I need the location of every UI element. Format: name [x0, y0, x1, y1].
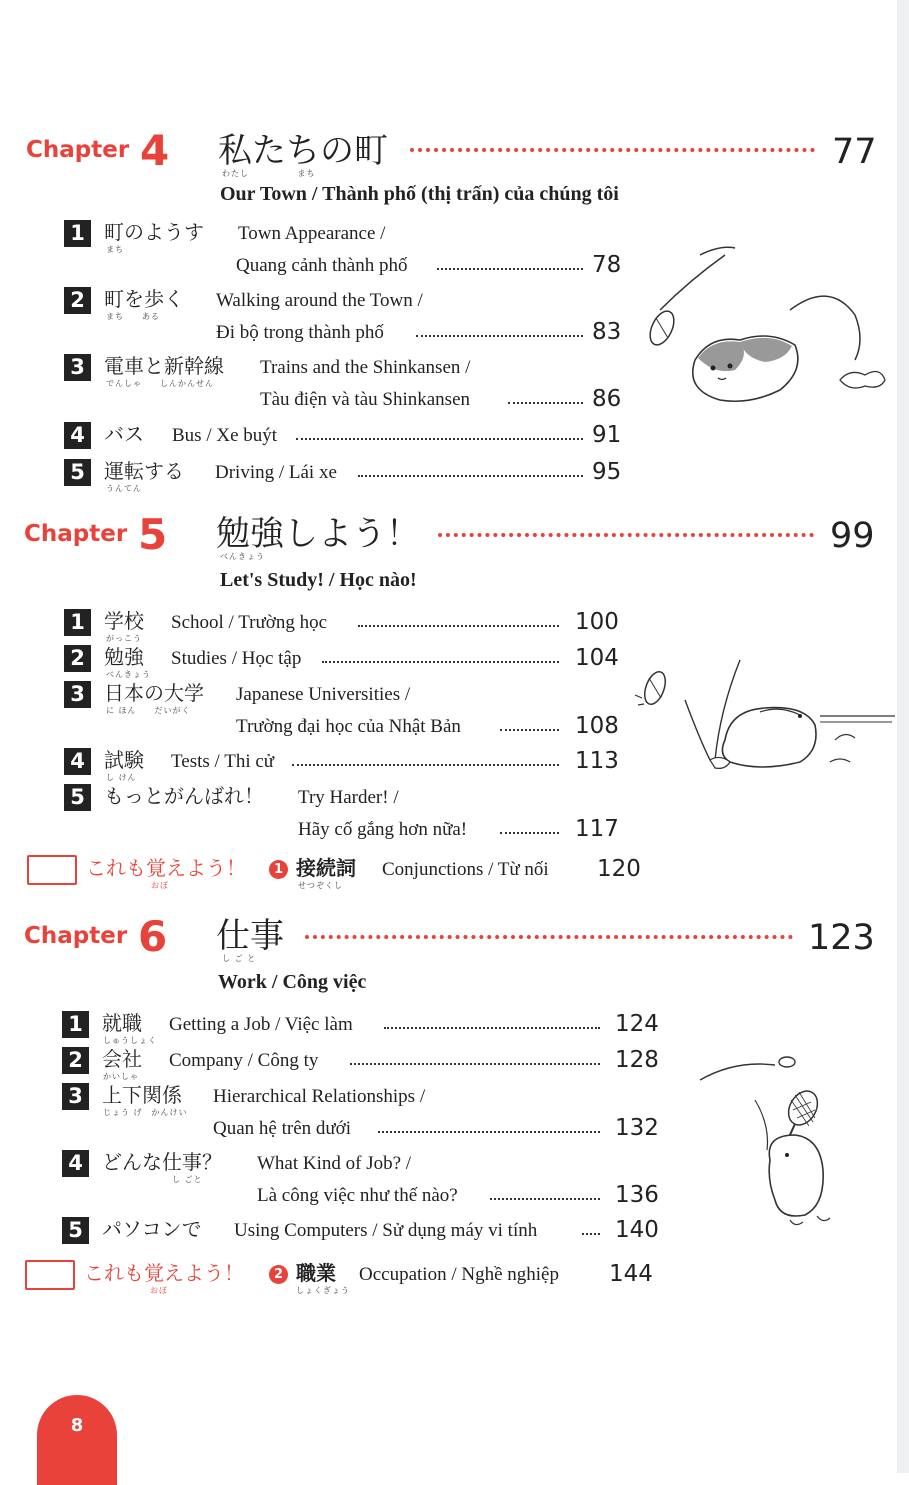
section-jp-title: パソコンで [102, 1217, 202, 1241]
extra-label-ruby: おぼ [150, 1286, 168, 1295]
extra-page: 144 [609, 1261, 653, 1287]
extra-text: Occupation / Nghề nghiệp [359, 1264, 559, 1285]
section-number: 4 [64, 748, 91, 775]
leader-dots [378, 1131, 600, 1133]
section-text: School / Trường học [171, 612, 328, 633]
section-jp-title: バス [104, 422, 144, 446]
section-text-2: Hãy cố gắng hơn nữa! [298, 819, 468, 840]
section-page: 100 [575, 609, 619, 635]
section-jp-title: 上下関係 [102, 1083, 182, 1107]
extra-text: Conjunctions / Từ nối [382, 859, 549, 880]
section-text: Bus / Xe buýt [172, 425, 278, 446]
section-number: 2 [64, 287, 91, 314]
section-jp-title: 試験 [104, 748, 144, 772]
section-jp-title: 就職 [102, 1011, 142, 1035]
section-number: 3 [64, 354, 91, 381]
chapter-title-ruby: べんきょう [220, 552, 265, 561]
section-text-2: Quan hệ trên dưới [213, 1118, 352, 1139]
section-page: 117 [575, 816, 619, 842]
section-text-2: Trường đại học của Nhật Bản [236, 716, 461, 737]
section-page: 78 [592, 252, 622, 278]
section-ruby: うんてん [106, 484, 142, 493]
section-page: 140 [615, 1217, 659, 1243]
chapter-page: 77 [832, 132, 877, 172]
leader-dots [358, 625, 559, 627]
section-ruby: に ほん だいがく [106, 706, 191, 715]
section-number: 5 [64, 459, 91, 486]
hamster-diving-illustration [630, 650, 900, 780]
extra-label: これも覚えよう！ [86, 856, 246, 880]
section-number: 5 [62, 1217, 89, 1244]
chapter-label: Chapter [24, 923, 128, 949]
hamster-badminton-illustration [695, 1040, 875, 1230]
extra-topic: 接続詞 [296, 856, 356, 880]
section-text: Tests / Thi cử [171, 751, 275, 772]
chapter-title-ruby: わたし まち [222, 169, 316, 178]
chapter-subtitle: Our Town / Thành phố (thị trấn) của chúng tôi [220, 183, 619, 205]
section-number: 4 [62, 1150, 89, 1177]
section-jp-title: 運転する [104, 459, 184, 483]
section-text: Town Appearance / [238, 223, 386, 244]
section-jp-title: もっとがんばれ！ [104, 784, 264, 808]
section-page: 83 [592, 319, 622, 345]
section-text-2: Tàu điện và tàu Shinkansen [260, 389, 471, 410]
extra-number: 2 [269, 1265, 288, 1284]
page-number-tab [37, 1395, 117, 1485]
leader-dots [350, 1063, 600, 1065]
leader-dots [582, 1233, 600, 1235]
section-jp-title: 学校 [104, 609, 144, 633]
chapter-subtitle: Let's Study! / Học nào! [220, 569, 417, 591]
section-ruby: し ごと [172, 1175, 203, 1184]
section-number: 1 [62, 1011, 89, 1038]
section-page: 132 [615, 1115, 659, 1141]
leader-dots [410, 148, 815, 152]
leader-dots [438, 533, 814, 537]
leader-dots [322, 661, 559, 663]
chapter-label: Chapter [24, 521, 128, 547]
leader-dots [384, 1027, 600, 1029]
section-text: Walking around the Town / [216, 290, 423, 311]
extra-label-ruby: おぼ [151, 881, 169, 890]
chapter-page: 123 [808, 918, 875, 958]
section-text: Try Harder! / [298, 787, 399, 808]
section-page: 91 [592, 422, 622, 448]
section-page: 104 [575, 645, 619, 671]
chapter-title-ruby: し ご と [222, 954, 257, 963]
leader-dots [508, 402, 583, 404]
section-text: Studies / Học tập [171, 648, 302, 669]
section-number: 1 [64, 609, 91, 636]
section-text: Using Computers / Sử dụng máy vi tính [234, 1220, 538, 1241]
chapter-title: 仕事 [216, 916, 284, 956]
section-ruby: まち ある [106, 312, 160, 321]
leader-dots [437, 268, 583, 270]
section-text: What Kind of Job? / [257, 1153, 412, 1174]
notebook-icon [25, 1260, 75, 1290]
extra-page: 120 [597, 856, 641, 882]
section-text-2: Đi bộ trong thành phố [216, 322, 384, 343]
chapter-number: 6 [138, 912, 168, 961]
hamster-kicking-illustration [640, 240, 900, 420]
section-jp-title: 電車と新幹線 [104, 354, 224, 378]
section-page: 95 [592, 459, 622, 485]
section-page: 108 [575, 713, 619, 739]
section-ruby: し けん [106, 773, 137, 782]
leader-dots [416, 335, 583, 337]
section-number: 2 [64, 645, 91, 672]
section-jp-title: 日本の大学 [104, 681, 204, 705]
chapter-subtitle: Work / Công việc [218, 971, 367, 993]
section-jp-title: 町を歩く [104, 287, 184, 311]
section-text: Driving / Lái xe [215, 462, 337, 483]
section-page: 136 [615, 1182, 659, 1208]
section-page: 124 [615, 1011, 659, 1037]
section-text: Japanese Universities / [236, 684, 411, 705]
section-number: 1 [64, 220, 91, 247]
section-number: 3 [64, 681, 91, 708]
leader-dots [296, 438, 583, 440]
section-jp-title: 会社 [102, 1047, 142, 1071]
chapter-label: Chapter [26, 137, 130, 163]
section-ruby: しゅうしょく [103, 1036, 157, 1045]
section-jp-title: 勉強 [104, 645, 144, 669]
section-ruby: じょう げ かんけい [103, 1108, 188, 1117]
section-page: 113 [575, 748, 619, 774]
section-text-2: Là công việc như thế nào? [257, 1185, 458, 1206]
section-text: Getting a Job / Việc làm [169, 1014, 353, 1035]
chapter-title: 私たちの町 [218, 131, 388, 171]
leader-dots [305, 935, 793, 939]
section-text: Hierarchical Relationships / [213, 1086, 426, 1107]
notebook-icon [27, 855, 77, 885]
section-ruby: がっこう [106, 634, 142, 643]
extra-topic-ruby: しょくぎょう [296, 1286, 350, 1295]
section-page: 86 [592, 386, 622, 412]
extra-topic-ruby: せつぞくし [298, 881, 343, 890]
section-ruby: べんきょう [106, 670, 151, 679]
section-ruby: でんしゃ しんかんせん [106, 379, 214, 388]
section-number: 5 [64, 784, 91, 811]
section-jp-title: どんな仕事？ [102, 1150, 222, 1174]
section-text: Company / Công ty [169, 1050, 319, 1071]
section-text-2: Quang cảnh thành phố [236, 255, 408, 276]
extra-label: これも覚えよう！ [84, 1261, 244, 1285]
section-ruby: かいしゃ [103, 1072, 139, 1081]
chapter-title: 勉強しよう！ [216, 514, 420, 554]
section-text: Trains and the Shinkansen / [260, 357, 471, 378]
chapter-number: 5 [138, 510, 168, 559]
section-number: 3 [62, 1083, 89, 1110]
leader-dots [292, 764, 559, 766]
section-number: 4 [64, 422, 91, 449]
section-jp-title: 町のようす [104, 220, 204, 244]
leader-dots [358, 475, 583, 477]
extra-topic: 職業 [296, 1261, 336, 1285]
chapter-number: 4 [140, 126, 170, 175]
leader-dots [500, 832, 559, 834]
leader-dots [490, 1198, 600, 1200]
section-page: 128 [615, 1047, 659, 1073]
section-ruby: まち [106, 245, 124, 254]
chapter-page: 99 [830, 516, 875, 556]
page-number: 8 [70, 1415, 84, 1436]
extra-number: 1 [269, 860, 288, 879]
leader-dots [500, 729, 559, 731]
section-number: 2 [62, 1047, 89, 1074]
